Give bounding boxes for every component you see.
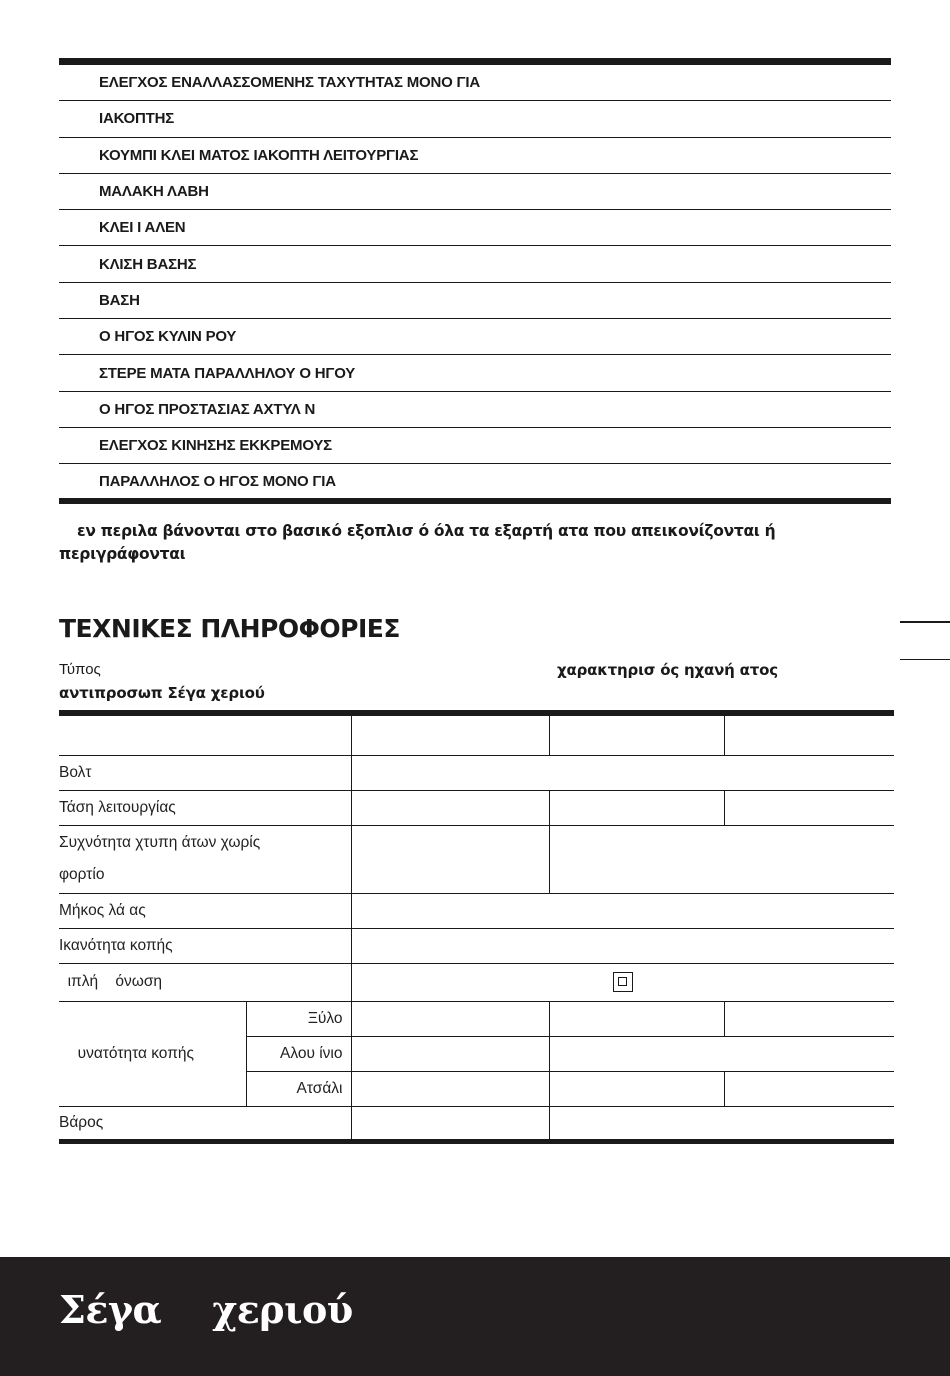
header-cell <box>351 713 549 755</box>
footer-band <box>0 1257 950 1376</box>
wood-label: Ξύλο <box>246 1001 351 1036</box>
specifications-table <box>59 710 894 1144</box>
value-cell <box>724 1001 894 1036</box>
cutting-ability-label: υνατότητα κοπής <box>59 1001 246 1106</box>
value-cell <box>351 825 549 893</box>
weight-label: Βάρος <box>59 1113 104 1131</box>
value-cell <box>351 928 894 963</box>
parts-list <box>59 58 891 504</box>
accessories-note <box>59 520 879 566</box>
value-cell <box>549 790 724 825</box>
table-row <box>59 790 894 825</box>
part-row: Ο ΗΓΟΣ ΚΥΛΙΝ ΡΟΥ <box>59 319 891 355</box>
value-cell <box>549 1106 894 1141</box>
value-cell <box>549 1036 894 1071</box>
double-insulation-label: ιπλή όνωση <box>59 963 351 1001</box>
value-cell <box>724 1071 894 1106</box>
value-cell <box>351 1001 549 1036</box>
note-line-1: εν περιλα βάνονται στο βασικό εξοπλισ ό όλα τα εξαρτή ατα που απεικονίζονται ή <box>77 522 776 540</box>
value-cell <box>351 790 549 825</box>
footer-brand: Σέγα χεριού <box>59 1287 353 1332</box>
cutting-capacity-label: Ικανότητα κοπής <box>59 928 351 963</box>
part-row: ΙΑΚΟΠΤΗΣ <box>59 101 891 137</box>
machine-characterization-label: χαρακτηρισ ός ηχανή ατος <box>557 661 778 679</box>
table-row <box>59 755 894 790</box>
double-insulation-icon <box>613 972 633 992</box>
volt-label: Βολτ <box>59 755 351 790</box>
margin-mark <box>900 659 950 661</box>
operating-voltage-label: Τάση λειτουργίας <box>59 790 351 825</box>
part-row: ΚΛΕΙ Ι ΑΛΕΝ <box>59 210 891 246</box>
table-row <box>59 1001 894 1036</box>
table-row <box>59 1106 894 1141</box>
margin-mark <box>900 621 950 623</box>
value-cell <box>724 790 894 825</box>
table-row <box>59 825 894 893</box>
header-cell <box>724 713 894 755</box>
value-cell <box>549 825 894 893</box>
type-label: Τύπος <box>59 661 101 678</box>
part-row: ΜΑΛΑΚΗ ΛΑΒΗ <box>59 174 891 210</box>
parts-top-bar <box>59 58 891 65</box>
part-row: ΚΛΙΣΗ ΒΑΣΗΣ <box>59 246 891 282</box>
blade-length-label: Μήκος λά ας <box>59 893 351 928</box>
table-header-row <box>59 713 894 755</box>
section-title: ΤΕΧΝΙΚΕΣ ΠΛΗΡΟΦΟΡΙΕΣ <box>59 614 400 643</box>
value-cell <box>549 1071 724 1106</box>
note-line-2: περιγράφονται <box>59 545 186 563</box>
aluminium-label: Αλου ίνιο <box>246 1036 351 1071</box>
value-cell <box>351 1071 549 1106</box>
part-row: ΕΛΕΓΧΟΣ ΕΝΑΛΛΑΣΣΟΜΕΝΗΣ ΤΑΧΥΤΗΤΑΣ ΜΟΝΟ ΓΙΑ <box>59 65 891 101</box>
steel-label: Ατσάλι <box>246 1071 351 1106</box>
value-cell <box>549 1001 724 1036</box>
value-cell <box>351 755 894 790</box>
part-row: ΣΤΕΡΕ ΜΑΤΑ ΠΑΡΑΛΛΗΛΟΥ Ο ΗΓΟΥ <box>59 355 891 391</box>
part-row: Ο ΗΓΟΣ ΠΡΟΣΤΑΣΙΑΣ ΑΧΤΥΛ Ν <box>59 392 891 428</box>
value-cell <box>351 893 894 928</box>
no-load-rate-label <box>59 825 351 893</box>
side-margin-marks <box>900 621 950 696</box>
value-cell <box>351 1106 549 1141</box>
header-cell <box>549 713 724 755</box>
header-cell <box>59 713 351 755</box>
no-load-rate-line-1: Συχνότητα χτυπη άτων χωρίς <box>59 834 261 851</box>
part-row: ΚΟΥΜΠΙ ΚΛΕΙ ΜΑΤΟΣ ΙΑΚΟΠΤΗ ΛΕΙΤΟΥΡΓΙΑΣ <box>59 138 891 174</box>
part-row: ΒΑΣΗ <box>59 283 891 319</box>
no-load-rate-line-2: φορτίο <box>59 866 105 883</box>
representative-label: αντιπροσωπ Σέγα χεριού <box>59 684 265 702</box>
table-row <box>59 963 894 1001</box>
value-cell <box>351 1036 549 1071</box>
table-row <box>59 893 894 928</box>
part-row: ΠΑΡΑΛΛΗΛΟΣ Ο ΗΓΟΣ ΜΟΝΟ ΓΙΑ <box>59 464 891 504</box>
part-row: ΕΛΕΓΧΟΣ ΚΙΝΗΣΗΣ ΕΚΚΡΕΜΟΥΣ <box>59 428 891 464</box>
value-cell <box>351 963 894 1001</box>
table-row <box>59 928 894 963</box>
